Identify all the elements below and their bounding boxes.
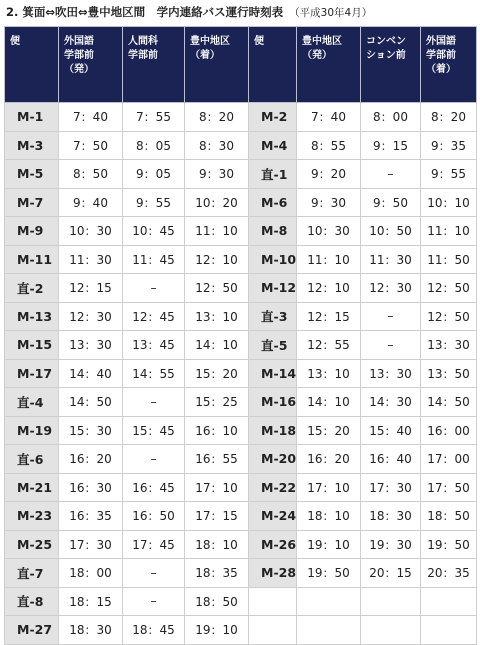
time-cell: 9：50 [361,188,421,217]
bus-number-cell: 直-1 [249,160,297,189]
bus-number-cell: M-18 [249,416,297,445]
time-cell: 9：20 [297,160,361,189]
time-cell: 13：30 [59,331,123,360]
bus-number-cell: M-20 [249,445,297,474]
time-cell: – [123,445,185,474]
time-cell: 16：55 [185,445,249,474]
bus-number-cell: M-22 [249,473,297,502]
time-cell: 9：05 [123,160,185,189]
time-cell: 10：20 [185,188,249,217]
bus-number-cell: M-2 [249,103,297,132]
column-header: 外国語 学部前 （発） [59,27,123,103]
bus-number-cell: M-25 [5,530,59,559]
bus-number-cell: M-5 [5,160,59,189]
time-cell: 11：50 [421,245,477,274]
time-cell: 9：15 [361,131,421,160]
time-cell: 15：20 [297,416,361,445]
bus-number-cell: 直-8 [5,587,59,616]
time-cell: 14：55 [123,359,185,388]
bus-number-cell: M-11 [5,245,59,274]
time-cell: – [361,302,421,331]
time-cell: 8：50 [59,160,123,189]
bus-number-cell: M-14 [249,359,297,388]
table-row [5,131,477,160]
time-cell: 15：40 [361,416,421,445]
time-cell: 12：50 [185,274,249,303]
time-cell: 16：35 [59,502,123,531]
time-cell: 11：10 [421,217,477,246]
time-cell: 13：30 [421,331,477,360]
time-cell: 11：10 [297,245,361,274]
bus-number-cell: 直-5 [249,331,297,360]
time-cell: 15：20 [185,359,249,388]
bus-number-cell [249,587,297,616]
time-cell: 15：45 [123,416,185,445]
bus-number-cell: M-12 [249,274,297,303]
table-row [5,587,477,616]
time-cell: 9：30 [185,160,249,189]
bus-number-cell: M-19 [5,416,59,445]
bus-number-cell: M-23 [5,502,59,531]
time-cell: 8：00 [361,103,421,132]
time-cell: 17：30 [59,530,123,559]
bus-number-cell: 直-4 [5,388,59,417]
time-cell: 11：10 [185,217,249,246]
time-cell: 12：10 [297,274,361,303]
time-cell: 7：40 [297,103,361,132]
time-cell: 8：05 [123,131,185,160]
bus-number-cell: M-21 [5,473,59,502]
bus-number-cell: M-7 [5,188,59,217]
table-row [5,217,477,246]
time-cell: 14：50 [59,388,123,417]
time-cell: – [361,331,421,360]
time-cell: 14：50 [421,388,477,417]
time-cell: 12：50 [421,274,477,303]
bus-number-cell: 直-6 [5,445,59,474]
bus-timetable [4,26,477,645]
time-cell: 14：10 [185,331,249,360]
time-cell: 16：20 [297,445,361,474]
column-header: 豊中地区 （発） [297,27,361,103]
column-header: 便 [5,27,59,103]
table-row [5,445,477,474]
time-cell: 7：40 [59,103,123,132]
time-cell: 13：45 [123,331,185,360]
column-header: 便 [249,27,297,103]
time-cell: 19：50 [297,559,361,588]
time-cell: 18：50 [185,587,249,616]
bus-number-cell: M-17 [5,359,59,388]
time-cell: 18：10 [185,530,249,559]
bus-number-cell: M-10 [249,245,297,274]
time-cell: 17：10 [297,473,361,502]
time-cell: 8：20 [421,103,477,132]
bus-number-cell: M-26 [249,530,297,559]
table-row [5,160,477,189]
time-cell: 8：55 [297,131,361,160]
time-cell: 12：15 [297,302,361,331]
table-row [5,274,477,303]
time-cell: 16：45 [123,473,185,502]
bus-number-cell: M-4 [249,131,297,160]
time-cell: 7：55 [123,103,185,132]
time-cell: 13：10 [297,359,361,388]
time-cell: 19：10 [185,616,249,645]
table-row [5,302,477,331]
time-cell: 18：10 [297,502,361,531]
time-cell: 19：10 [297,530,361,559]
time-cell: – [123,388,185,417]
time-cell: 11：30 [361,245,421,274]
bus-number-cell: M-28 [249,559,297,588]
bus-number-cell: M-1 [5,103,59,132]
time-cell: 10：30 [297,217,361,246]
time-cell: 17：10 [185,473,249,502]
column-header: 外国語 学部前 （着） [421,27,477,103]
time-cell: 12：55 [297,331,361,360]
time-cell: 18：00 [59,559,123,588]
table-row [5,416,477,445]
time-cell: 10：50 [361,217,421,246]
title-main: 2. 箕面⇔吹田⇔豊中地区間 学内連絡バス運行時刻表 [6,5,284,19]
time-cell: 10：10 [421,188,477,217]
time-cell: 9：55 [421,160,477,189]
bus-number-cell: 直-2 [5,274,59,303]
time-cell: 16：30 [59,473,123,502]
time-cell: 18：15 [59,587,123,616]
time-cell: 20：15 [361,559,421,588]
time-cell: 18：35 [185,559,249,588]
time-cell: 10：45 [123,217,185,246]
time-cell: 12：30 [361,274,421,303]
header-row [5,27,477,103]
time-cell: 19：30 [361,530,421,559]
time-cell: 16：20 [59,445,123,474]
time-cell: 17：45 [123,530,185,559]
bus-number-cell: M-6 [249,188,297,217]
time-cell: 16：40 [361,445,421,474]
time-cell: 16：10 [185,416,249,445]
time-cell: 15：30 [59,416,123,445]
time-cell: 18：50 [421,502,477,531]
table-row [5,502,477,531]
time-cell: 14：30 [361,388,421,417]
time-cell: 18：30 [59,616,123,645]
time-cell: 13：10 [185,302,249,331]
time-cell: – [361,160,421,189]
bus-number-cell: 直-3 [249,302,297,331]
time-cell: 14：10 [297,388,361,417]
time-cell: 12：30 [59,302,123,331]
time-cell: – [123,587,185,616]
column-header: コンベン ション前 [361,27,421,103]
bus-number-cell: M-9 [5,217,59,246]
page-title [6,2,372,22]
title-sub: （平成30年4月） [289,7,373,19]
bus-number-cell: M-13 [5,302,59,331]
time-cell: 14：40 [59,359,123,388]
bus-number-cell: M-15 [5,331,59,360]
time-cell: 17：15 [185,502,249,531]
column-header: 人間科 学部前 [123,27,185,103]
time-cell: 9：40 [59,188,123,217]
time-cell: 12：50 [421,302,477,331]
table-row [5,388,477,417]
time-cell: 11：45 [123,245,185,274]
time-cell: – [123,559,185,588]
time-cell: 9：30 [297,188,361,217]
column-header: 豊中地区 （着） [185,27,249,103]
bus-number-cell: M-8 [249,217,297,246]
bus-number-cell: M-24 [249,502,297,531]
table-row [5,188,477,217]
table-row [5,530,477,559]
table-row [5,359,477,388]
time-cell: 13：50 [421,359,477,388]
table-row [5,331,477,360]
time-cell: 9：35 [421,131,477,160]
time-cell: 17：00 [421,445,477,474]
bus-number-cell: M-27 [5,616,59,645]
time-cell: 10：30 [59,217,123,246]
time-cell: 12：15 [59,274,123,303]
time-cell: 17：30 [361,473,421,502]
time-cell [361,587,421,616]
time-cell: 11：30 [59,245,123,274]
table-row [5,103,477,132]
bus-number-cell: M-16 [249,388,297,417]
table-row [5,473,477,502]
time-cell: 12：10 [185,245,249,274]
time-cell: 8：20 [185,103,249,132]
table-row [5,559,477,588]
time-cell: 12：45 [123,302,185,331]
time-cell: 18：30 [361,502,421,531]
time-cell: 16：00 [421,416,477,445]
time-cell: 7：50 [59,131,123,160]
time-cell [297,587,361,616]
time-cell: 17：50 [421,473,477,502]
time-cell [421,587,477,616]
bus-number-cell: 直-7 [5,559,59,588]
table-body [5,103,477,645]
bus-number-cell: M-3 [5,131,59,160]
time-cell: 18：45 [123,616,185,645]
time-cell: 16：50 [123,502,185,531]
time-cell: – [123,274,185,303]
table-row [5,245,477,274]
time-cell: 19：50 [421,530,477,559]
time-cell: 9：55 [123,188,185,217]
time-cell: 20：35 [421,559,477,588]
time-cell: 13：30 [361,359,421,388]
time-cell: 15：25 [185,388,249,417]
time-cell: 8：30 [185,131,249,160]
